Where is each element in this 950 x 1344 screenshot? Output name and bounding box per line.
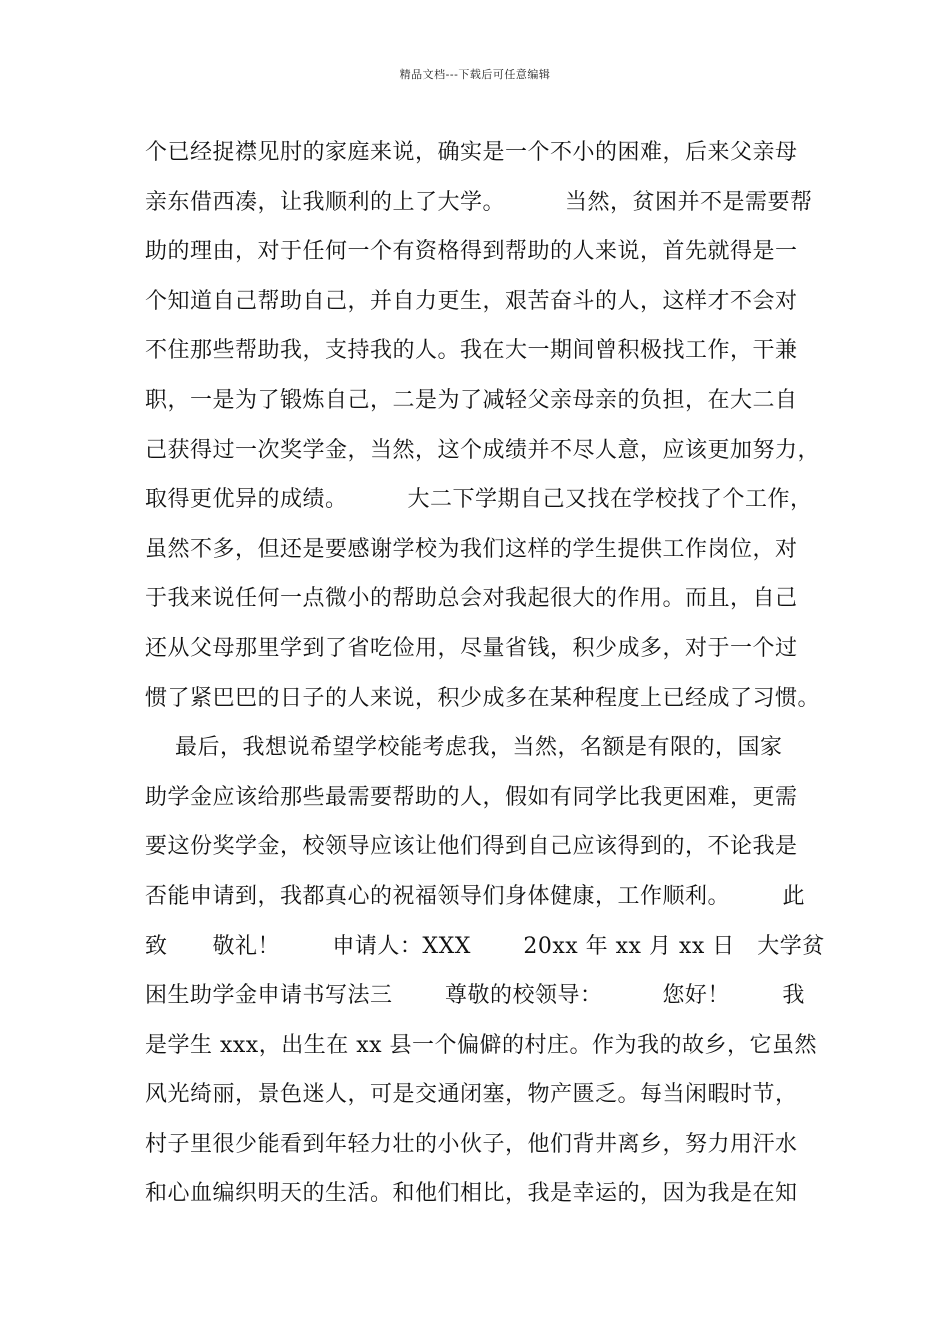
body-line: 亲东借西凑，让我顺利的上了大学。 当然，贫困并不是需要帮 xyxy=(145,189,813,215)
body-line: 惯了紧巴巴的日子的人来说，积少成多在某种程度上已经成了习惯。 xyxy=(145,685,821,711)
body-line: 村子里很少能看到年轻力壮的小伙子，他们背井离乡，努力用汗水 xyxy=(145,1131,798,1157)
body-line: 己获得过一次奖学金，当然，这个成绩并不尽人意，应该更加努力， xyxy=(145,437,821,463)
body-line: 于我来说任何一点微小的帮助总会对我起很大的作用。而且，自己 xyxy=(145,586,798,612)
body-line: 风光绮丽，景色迷人，可是交通闭塞，物产匮乏。每当闲暇时节， xyxy=(145,1082,798,1108)
body-line: 个已经捉襟见肘的家庭来说，确实是一个不小的困难，后来父亲母 xyxy=(145,140,798,165)
body-line: 还从父母那里学到了省吃俭用，尽量省钱，积少成多，对于一个过 xyxy=(145,635,798,661)
body-line: 助学金应该给那些最需要帮助的人，假如有同学比我更困难，更需 xyxy=(145,784,798,810)
body-line: 是学生 xxx，出生在 xx 县一个偏僻的村庄。作为我的故乡，它虽然 xyxy=(145,1032,818,1058)
body-line: 取得更优异的成绩。 大二下学期自己又找在学校找了个工作， xyxy=(145,487,813,513)
body-line: 虽然不多，但还是要感谢学校为我们这样的学生提供工作岗位，对 xyxy=(145,536,798,562)
body-line: 不住那些帮助我，支持我的人。我在大一期间曾积极找工作，干兼 xyxy=(145,338,798,364)
body-line: 职，一是为了锻炼自己，二是为了减轻父亲母亲的负担，在大二自 xyxy=(145,387,798,413)
body-line: 否能申请到，我都真心的祝福领导们身体健康，工作顺利。 此 xyxy=(145,883,805,909)
body-line: 要这份奖学金，校领导应该让他们得到自己应该得到的，不论我是 xyxy=(145,834,798,860)
body-line: 助的理由，对于任何一个有资格得到帮助的人来说，首先就得是一 xyxy=(145,239,798,265)
body-line: 致 敬礼！ 申请人：XXX 20xx 年 xx 月 xx 日 大学贫 xyxy=(145,933,825,959)
body-line: 和心血编织明天的生活。和他们相比，我是幸运的，因为我是在知 xyxy=(145,1181,798,1207)
document-body xyxy=(145,128,825,1219)
body-line: 个知道自己帮助自己，并自力更生，艰苦奋斗的人，这样才不会对 xyxy=(145,288,798,314)
body-line: 最后，我想说希望学校能考虑我，当然，名额是有限的，国家 xyxy=(145,735,783,761)
page-header: 精品文档---下载后可任意编辑 xyxy=(399,68,551,81)
body-line: 困生助学金申请书写法三 尊敬的校领导： 您好！ 我 xyxy=(145,983,805,1009)
